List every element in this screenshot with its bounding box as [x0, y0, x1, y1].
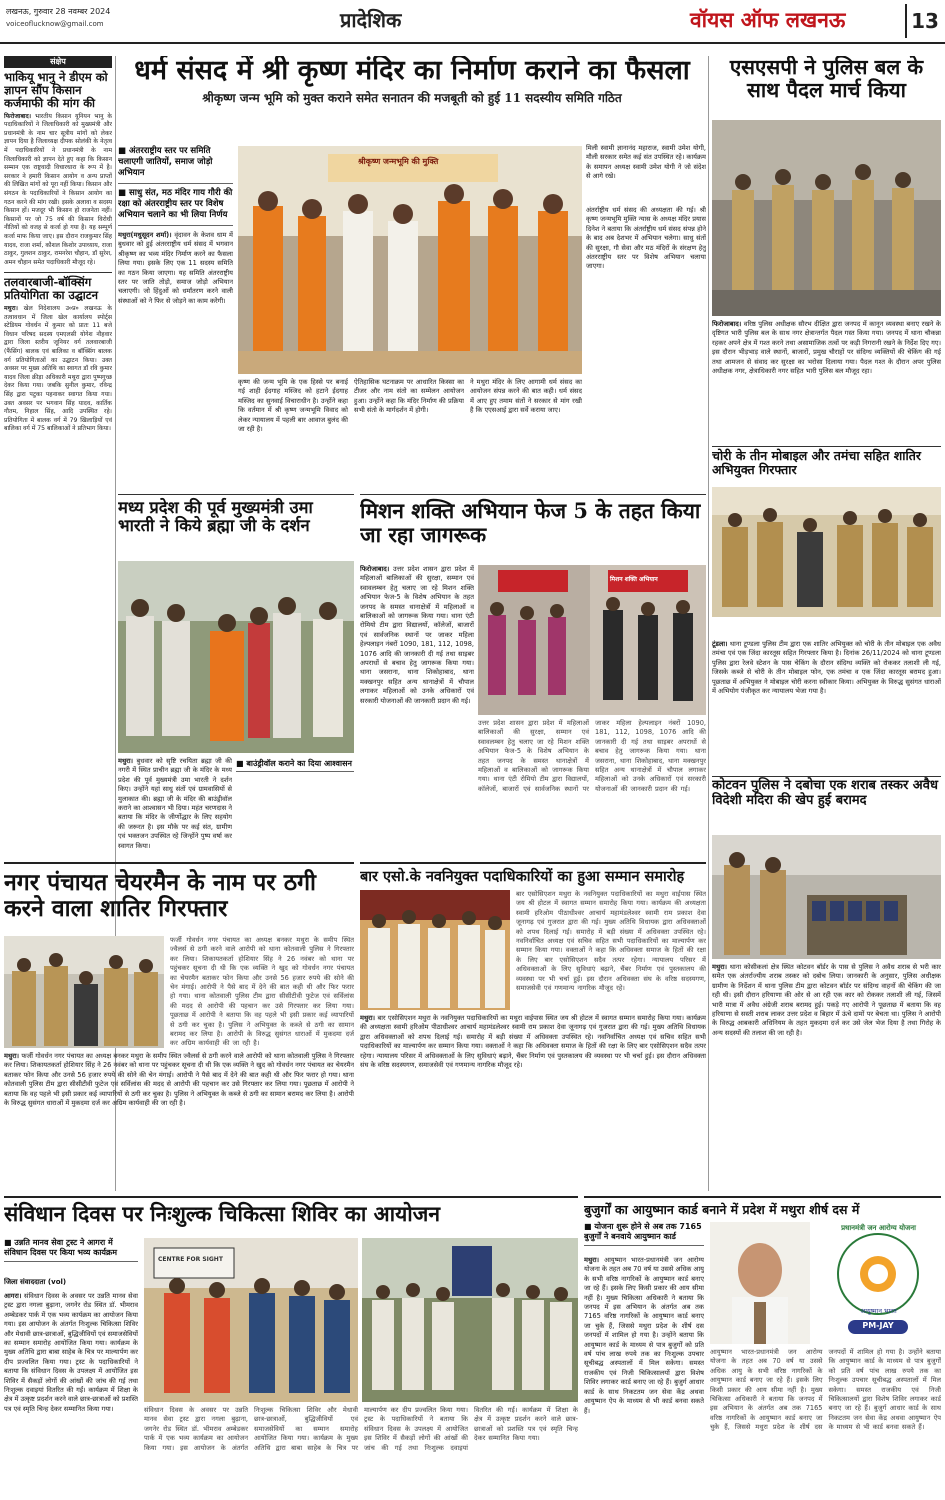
- story-text: वृंदावन के केशव धाम में बुधवार को हुई अंतरराष्ट्रीय धर्म संसद में भगवान श्रीकृष्ण का भव्य मंदिर निर्माण करने का फैसला लिया गया। इसके लिए एक 11 सदस्य समिति का गठन किया जाएगा। यह समिति अंतरराष्ट्रीय स्तर पर जाति तोड़ो, समाज जोड़ो अभियान चलाएगी। जो हिंदुओं को धर्मांतरण करने वाली संस्थाओं को ने फिर से जोड़ने का काम करेगी।: [118, 231, 233, 305]
- nagar-panchayat-story: [4, 862, 354, 1190]
- dateline: टूंडला।: [712, 640, 728, 648]
- ayushman-bullet: [584, 1222, 704, 1246]
- lead-text-4: [470, 378, 582, 486]
- mission-shakti-text: [360, 565, 474, 857]
- masthead: [0, 0, 945, 44]
- story-text: संविधान दिवस के अवसर पर उन्नति मानव सेवा ट्रस्ट द्वारा नगला बुढ़ाना, जगनेर रोड स्थित डॉ. भीमराव अम्बेडकर पार्क में एक भव्य कार्यक्रम का आयोजन किया गया। इस आयोजन के अंतर्गत निःशुल्क चिकित्सा शिविर और मेधावी छात्र-छात्राओं, बुद्धिजीवियों एवं समाजसेवियों का सम्मान समारोह आयोजित किया गया। कार्यक्रम के मुख्य अतिथि द्वारा बाबा साहेब के चित्र पर माल्यार्पण कर दीप प्रज्वलित किया गया। ट्रस्ट के पदाधिकारियों ने बताया कि संविधान दिवस के उपलक्ष्य में आयोजित इस शिविर में सैकड़ों लोगों की आंखों की जांच की गई तथा निःशुल्क दवाइयां वितरित की गईं। कार्यक्रम में शिक्षा के क्षेत्र में उत्कृष्ट प्रदर्शन करने वाले छात्र-छात्राओं को प्रशस्ति पत्र एवं स्मृति चिन्ह देकर सम्मानित किया गया।: [144, 1406, 578, 1452]
- samvidhan-headline: संविधान दिवस पर निःशुल्क चिकित्सा शिविर का आयोजन: [4, 1201, 440, 1226]
- story-text: आयुष्मान भारत-प्रधानमंत्री जन आरोग्य योजना के तहत अब 70 वर्ष या उससे अधिक आयु के सभी वरिष्ठ नागरिकों के आयुष्मान कार्ड बनाए जा रहे हैं। इसके लिए किसी प्रकार की आय सीमा नहीं है। मुख्य चिकित्सा अधिकारी ने बताया कि जनपद में इस अभियान के अंतर्गत अब तक 7165 वरिष्ठ नागरिकों के आयुष्मान कार्ड बनाए जा चुके हैं, जिससे मथुरा प्रदेश के शीर्ष दस जनपदों में शामिल हो गया है। उन्होंने बताया कि आयुष्मान कार्ड के माध्यम से पात्र बुजुर्गों को प्रति वर्ष पांच लाख रुपये तक का निःशुल्क उपचार सूचीबद्ध अस्पतालों में मिल सकेगा। समस्त राजकीय एवं निजी चिकित्सालयों द्वारा विशेष शिविर लगाकर कार्ड बनाए जा रहे हैं। बुजुर्ग आधार कार्ड के साथ निकटतम जन सेवा केंद्र अथवा आयुष्मान ऐप के माध्यम से भी कार्ड बनवा सकते हैं।: [584, 1256, 704, 1415]
- samvidhan-text: [4, 1292, 138, 1496]
- ayushman-logo-sub: आयुष्मान भारत: [860, 1307, 897, 1315]
- dateline: मथुरा।: [584, 1256, 600, 1264]
- bullet-icon: ■: [4, 1238, 15, 1247]
- lead-bullet-2: [118, 188, 233, 226]
- lead-bullets: [118, 146, 233, 446]
- story-text: मिली स्वामी ज्ञानानंद महाराज, स्वामी उमेश योगी, मौली सरकार समेत कई संत उपस्थित रहे। कार्यक्रम के समापन अध्यक्ष स्वामी उमेश योगी ने जो संदेश से आगे रखे।: [586, 144, 706, 181]
- samvidhan-credit: जिला संवाददाता (vol): [4, 1278, 67, 1286]
- uma-headline: मध्य प्रदेश की पूर्व मुख्यमंत्री उमा भारती ने किये ब्रह्मा जी के दर्शन: [118, 498, 313, 536]
- dateline: मथुरा।: [4, 1052, 20, 1060]
- story-text: वरिष्ठ पुलिस अधीक्षक सौरभ दीक्षित द्वारा जनपद में कानून व्यवस्था बनाए रखने के दृष्टिगत भारी पुलिस बल के साथ नगर क्षेत्रान्तर्गत पैदल गस्त किया गया। जनपद में थाना चौकन्ना रहकर अपने क्षेत्र में गश्त करने तथा असामाजिक तत्वों पर कड़ी निगरानी रखने के निर्देश दिए गए। इस दौरान भीड़भाड़ वाले स्थानों, बाजारों, प्रमुख चौराहों पर संदिग्ध व्यक्तियों की चेकिंग की गई तथा आमजन से संवाद कर सुरक्षा का भरोसा दिलाया गया। पैदल गश्त के दौरान अपर पुलिस अधीक्षक नगर, क्षेत्राधिकारी नगर सहित भारी पुलिस बल मौजूद रहा।: [712, 320, 941, 376]
- story-text: कृष्ण की जन्म भूमि के एक हिस्से पर बनाई गई शाही ईदगाह मस्जिद को हटाने ईदगाह मस्जिद का सुनवाई विचाराधीन है। उन्होंने कहा कि वर्तमान में श्री कृष्ण जन्मभूमि विवाद को लेकर न्यायालय में पहली बार आवाज बुलंद की जा रही है।: [238, 378, 348, 434]
- samvidhan-photo-2: [362, 1238, 578, 1402]
- lead-subheadline: श्रीकृष्ण जन्म भूमि को मुक्त कराने समेत सनातन की मजबूती को हुई 11 सदस्यीय समिति गठित: [202, 91, 622, 106]
- dateline: फिरोजाबाद।: [4, 112, 32, 120]
- sankshep-story-1: [4, 113, 112, 268]
- story-text: उत्तर प्रदेश शासन द्वारा प्रदेश में महिलाओं बालिकाओं की सुरक्षा, सम्मान एवं स्वावलम्बन हेतु चलाए जा रहे मिशन शक्ति अभियान फेज-5 के विशेष अभियान के तहत जनपद के समस्त थानाक्षेत्रों में महिलाओं व बालिकाओं को जागरूक किया गया। थाना एंटी रोमियो टीम द्वारा विद्यालयों, कॉलेजों, बाजारों एवं सार्वजनिक स्थानों पर जाकर महिला हेल्पलाइन नंबरों 1090, 181, 112, 1098, 1076 आदि की जानकारी दी गई तथा साइबर अपराधों से बचाव हेतु जागरूक किया गया। थाना जसराना, थाना शिकोहाबाद, थाना मक्खनपुर सहित अन्य थानाक्षेत्रों में चौपाल लगाकर महिलाओं को उनके अधिकारों एवं सरकारी योजनाओं की जानकारी प्रदान की गई।: [478, 719, 706, 793]
- liquor-headline: कोटवन पुलिस ने दबोचा एक शराब तस्कर अवैध विदेशी मदिरा की खेप हुई बरामद: [712, 778, 938, 808]
- samvidhan-text-cont: [144, 1406, 578, 1496]
- police-march-headline: एसएसपी ने पुलिस बल के साथ पैदल मार्च किया: [729, 56, 924, 102]
- nagar-panchayat-headline: नगर पंचायत चेयरमैन के नाम पर ठगी करने वाला शातिर गिरफ्तार: [4, 869, 316, 922]
- mission-banner: मिशन शक्ति अभियान: [610, 576, 658, 583]
- section-title: प्रादेशिक: [340, 8, 402, 32]
- story-text: बार एसोसिएशन मथुरा के नवनियुक्त पदाधिकारियों का मथुरा वाईपास स्थित जय श्री होटल में स्वागत सम्मान समारोह किया गया। कार्यक्रम की अध्यक्षता स्वामी हरिओम पीठाधीश्वर आचार्य महामंडलेश्वर स्वामी राम प्रकाश देवा जूनागढ़ एवं गुजरात द्वारा की गई। मुख्य अतिथि विधायक द्वारा अधिवक्ताओं को शपथ दिलाई गई। समारोह में बड़ी संख्या में अधिवक्ता उपस्थित रहे। नवनिर्वाचित अध्यक्ष एवं सचिव सहित सभी पदाधिकारियों का माल्यार्पण कर सम्मान किया गया। वक्ताओं ने कहा कि अधिवक्ता समाज के हितों की रक्षा के लिए बार एसोसिएशन सदैव तत्पर रहेगा। न्यायालय परिसर में अधिवक्ताओं के लिए सुविधाएं बढ़ाने, चैंबर निर्माण एवं पुस्तकालय की व्यवस्था पर भी चर्चा हुई। इस दौरान अधिवक्ता संघ के वरिष्ठ सदस्यगण, समाजसेवी एवं गणमान्य नागरिक मौजूद रहे।: [360, 1014, 706, 1070]
- lead-headline: धर्म संसद में श्री कृष्ण मंदिर का निर्माण कराने का फैसला: [134, 56, 690, 86]
- mission-shakti-photo: [478, 565, 706, 715]
- bullet-text: उन्नति मानव सेवा ट्रस्ट ने आगरा में संविधान दिवस पर किया भव्य कार्यक्रम: [4, 1238, 117, 1257]
- theft-photo: [712, 487, 941, 617]
- dateline: मथुरा।: [4, 305, 18, 313]
- uma-text: [118, 757, 232, 857]
- page-number: 13: [905, 4, 943, 38]
- ayushman-logo: [816, 1222, 941, 1344]
- lead-text-6: [586, 206, 706, 488]
- dateline: फिरोजाबाद।: [712, 320, 742, 328]
- liquor-smuggler-story: [712, 776, 941, 1191]
- column-rule: [708, 56, 709, 1191]
- dateline: मथुरा(मधुसूदन शर्मा)।: [118, 231, 172, 239]
- lead-story: [118, 56, 706, 488]
- lead-photo-banner: श्रीकृष्ण जन्मभूमि की मुक्ति: [358, 157, 439, 166]
- ayushman-headline: बुजुर्गों का आयुष्मान कार्ड बनाने में प्रदेश में मथुरा शीर्ष दस में: [584, 1202, 860, 1217]
- sankshep-headline-1: भाकियू भानु ने डीएम को ज्ञापन सौंप किसान कर्जमाफी की मांग की: [4, 70, 108, 110]
- nagar-panchayat-text-cont: [170, 936, 354, 1048]
- story-text: अंतर्राष्ट्रीय धर्म संसद की अध्यक्षता की गई। श्री कृष्ण जन्मभूमि मुक्ति न्यास के अध्यक्ष मंदिर प्रयास दिनेश ने बताया कि अंतर्राष्ट्रीय धर्म संसद संपन्न होने के बाद अब देशभर में अभियान चलेगा। साधु संतों की सुरक्षा, गौ सेवा और मठ मंदिरों के संरक्षण हेतु अंतरराष्ट्रीय स्तर पर विशेष अभियान चलाया जाएगा।: [586, 206, 706, 271]
- sankshep-story-2: [4, 305, 112, 434]
- theft-headline: चोरी के तीन मोबाइल और तमंचा सहित शातिर अभियुक्त गिरफ्तार: [712, 448, 921, 477]
- story-text: थाना टूण्डला पुलिस टीम द्वारा एक शातिर अभियुक्त को चोरी के तीन मोबाइल एक अवैध तमंचा एवं एक जिंदा कारतूस सहित गिरफ्तार किया है। दिनांक 26/11/2024 को थाना टूण्डला पुलिस द्वारा रेलवे स्टेशन के पास चेकिंग के दौरान संदिग्ध व्यक्ति को रोककर तलाशी ली गई, जिसके कब्जे से चोरी के तीन मोबाइल फोन, एक तमंचा व एक जिंदा कारतूस बरामद हुआ। पूछताछ में अभियुक्त ने मोबाइल चोरी करना स्वीकार किया। अभियुक्त के विरुद्ध सुसंगत धाराओं में अभियोग पंजीकृत कर न्यायालय भेजा गया है।: [712, 640, 941, 696]
- paper-name: वॉयस ऑफ लखनऊ: [690, 7, 846, 32]
- story-text: ने मथुरा मंदिर के लिए आगामी धर्म संसद का आयोजन संपन्न करने की बात कही। धर्म संसद में आए हुए तमाम संतों ने सरकार से मांग रखी है कि एएसआई द्वारा सर्वे कराया जाए।: [470, 378, 582, 415]
- bullet-icon: ■: [118, 146, 129, 156]
- bullet-text: बाउंड्रीवॉल कराने का दिया आश्वासन: [246, 759, 352, 768]
- story-text: फर्जी गोवर्धन नगर पंचायत का अध्यक्ष बनकर मथुरा के समीप स्थित ज्वैलर्स से ठगी करने वाले आरोपी को थाना कोतवाली पुलिस ने गिरफ्तार कर लिया। शिकायतकर्ता होशियार सिंह ने 26 नवंबर को थाना पर पहुंचकर सूचना दी थी कि एक व्यक्ति ने खुद को गोवर्धन नगर पंचायत का चेयरमैन बताकर फोन किया और उनसे 56 हजार रुपये की सोने की चेन मंगाई। आरोपी ने पैसे बाद में देने की बात कही थी और फिर फरार हो गया। थाना कोतवाली पुलिस टीम द्वारा सीसीटीवी फुटेज एवं सर्विलांस की मदद से आरोपी की पहचान कर उसे गिरफ्तार कर लिया गया। पूछताछ में आरोपी ने बताया कि वह पहले भी इसी प्रकार कई व्यापारियों से ठगी कर चुका है। पुलिस ने अभियुक्त के कब्जे से ठगी का सामान बरामद कर लिया है। आरोपी के विरुद्ध सुसंगत धाराओं में मुकदमा दर्ज कर अग्रिम कार्यवाही की जा रही है।: [4, 1052, 354, 1108]
- samvidhan-photo-1: [144, 1238, 358, 1402]
- lead-lower-cols: [238, 378, 582, 486]
- mission-shakti-headline: मिशन शक्ति अभियान फेज 5 के तहत किया जा रहा जागरूक: [360, 498, 701, 547]
- bullet-text: साधु संत, मठ मंदिर गाय गौरी की रक्षा को अंतरराष्ट्रीय स्तर पर विशेष अभियान चलाने का भी लिया निर्णय: [118, 188, 233, 220]
- theft-arrest-text: [712, 640, 941, 772]
- lead-bullet-1: [118, 146, 233, 184]
- dateline: मथुरा।: [118, 757, 134, 765]
- bar-association-story: [360, 862, 706, 1190]
- dateline: मथुरा।: [360, 1014, 376, 1022]
- ayushman-logo-text: प्रधानमंत्री जन आरोग्य योजना: [841, 1224, 916, 1232]
- story-text: थाना कोसीकलां क्षेत्र स्थित कोटवन बॉर्डर के पास से पुलिस ने अवैध शराब से भरी कार समेत एक अंतर्राज्यीय शराब तस्कर को दबोच लिया। जानकारी के अनुसार, पुलिस अधीक्षक ग्रामीण के निर्देशन में थाना पुलिस टीम द्वारा कोटवन बॉर्डर पर संदिग्ध वाहनों की चेकिंग की जा रही थी। इसी दौरान हरियाणा की ओर से आ रही एक कार को रोककर तलाशी ली गई, जिसमें भारी मात्रा में अवैध अंग्रेजी शराब बरामद हुई। पकड़े गए आरोपी ने पूछताछ में बताया कि वह हरियाणा से सस्ती शराब लाकर उत्तर प्रदेश व बिहार में ऊंचे दामों पर बेचता था। पुलिस ने आरोपी के विरुद्ध आबकारी अधिनियम के तहत मुकदमा दर्ज कर उसे जेल भेज दिया है तथा गिरोह के अन्य सदस्यों की तलाश की जा रही है।: [712, 963, 941, 1037]
- nagar-panchayat-text: [4, 1052, 354, 1190]
- bar-association-text-cont: [516, 890, 706, 1010]
- samvidhan-bullet: [4, 1238, 138, 1262]
- story-text: उत्तर प्रदेश शासन द्वारा प्रदेश में महिलाओं बालिकाओं की सुरक्षा, सम्मान एवं स्वावलम्बन हेतु चलाए जा रहे मिशन शक्ति अभियान फेज-5 के विशेष अभियान के तहत जनपद के समस्त थानाक्षेत्रों में महिलाओं व बालिकाओं को जागरूक किया गया। थाना एंटी रोमियो टीम द्वारा विद्यालयों, कॉलेजों, बाजारों एवं सार्वजनिक स्थानों पर जाकर महिला हेल्पलाइन नंबरों 1090, 181, 112, 1098, 1076 आदि की जानकारी दी गई तथा साइबर अपराधों से बचाव हेतु जागरूक किया गया। थाना जसराना, थाना शिकोहाबाद, थाना मक्खनपुर सहित अन्य थानाक्षेत्रों में चौपाल लगाकर महिलाओं को उनके अधिकारों एवं सरकारी योजनाओं की जानकारी प्रदान की गई।: [360, 565, 474, 705]
- bullet-text: योजना शुरू होने से अब तक 7165 बुजुर्गों ने बनवाये आयुष्मान कार्ड: [584, 1222, 702, 1241]
- samvidhan-banner: CENTRE FOR SIGHT: [158, 1256, 223, 1263]
- sankshep-label: संक्षेप: [4, 56, 112, 68]
- ayushman-story: [584, 1196, 941, 1496]
- dateline: आगरा।: [4, 1292, 22, 1300]
- lead-text-3: [354, 378, 464, 486]
- story-text: बार एसोसिएशन मथुरा के नवनियुक्त पदाधिकारियों का मथुरा वाईपास स्थित जय श्री होटल में स्वागत सम्मान समारोह किया गया। कार्यक्रम की अध्यक्षता स्वामी हरिओम पीठाधीश्वर आचार्य महामंडलेश्वर स्वामी राम प्रकाश देवा जूनागढ़ एवं गुजरात द्वारा की गई। मुख्य अतिथि विधायक द्वारा अधिवक्ताओं को शपथ दिलाई गई। समारोह में बड़ी संख्या में अधिवक्ता उपस्थित रहे। नवनिर्वाचित अध्यक्ष एवं सचिव सहित सभी पदाधिकारियों का माल्यार्पण कर सम्मान किया गया। वक्ताओं ने कहा कि अधिवक्ता समाज के हितों की रक्षा के लिए बार एसोसिएशन सदैव तत्पर रहेगा। न्यायालय परिसर में अधिवक्ताओं के लिए सुविधाएं बढ़ाने, चैंबर निर्माण एवं पुस्तकालय की व्यवस्था पर भी चर्चा हुई। इस दौरान अधिवक्ता संघ के वरिष्ठ सदस्यगण, समाजसेवी एवं गणमान्य नागरिक मौजूद रहे।: [516, 890, 706, 993]
- story-text: बुधवार को सृष्टि रचयिता ब्रह्मा जी की नगरी में स्थित प्राचीन ब्रह्मा जी के मंदिर के मध्य प्रदेश की पूर्व मुख्यमंत्री उमा भारती ने दर्शन किए। उन्होंने यहां साधु संतों एवं ग्रामवासियों से मुलाकात की। ब्रह्मा जी के मंदिर की बाउंड्रीवॉल कराने का आश्वासन भी दिया। महंत चरणदास ने बताया कि मंदिर के जीर्णोद्धार के लिए सहयोग की जरूरत है। इस मौके पर कई संत, ग्रामीण एवं भक्तजन उपस्थित रहे जिन्होंने पुष्प वर्षा कर स्वागत किया।: [118, 757, 232, 850]
- lead-right-col: [586, 144, 706, 488]
- ayushman-text: [584, 1256, 704, 1496]
- police-march-photo: [712, 120, 941, 316]
- story-text: खेल निदेशालय उ०प्र० लखनऊ के तत्वावधान में जिला खेल कार्यालय स्पोर्ट्स स्टेडियम गोवर्धन में कुमार को प्रातः 11 बजे विधान परिषद सदस्य एमएलसी योगेश नौहवार द्वारा जिला स्तरीय जूनियर वर्ग तलवारबाजी (फैंसिंग) बालक एवं बालिका व बॉक्सिंग बालक वर्ग प्रतियोगिताओं का उद्घाटन किया। उक्त अवसर पर मुख्य अतिथि का स्वागत डॉ रवि कुमार यादव जिला क्रीड़ा अधिकारी मथुरा द्वारा पुष्पगुच्छ देकर किया गया। जबकि सुनील कुमार, रविन्द्र सिंह द्वारा पटुका पहनाकर स्वागत किया गया। उक्त अवसर पर भगवान सिंह यादव, कार्तिक गौतम, निहाल सिंह, आदि उपस्थित रहे। प्रतियोगिता में बालक वर्ग में 79 खिलाड़ियों एवं बालिका वर्ग में 75 बालिकाओं ने प्रतिभाग किया।: [4, 305, 112, 433]
- bar-association-headline: बार एसो.के नवनियुक्त पदाधिकारियों का हुआ सम्मान समारोह: [360, 868, 685, 885]
- lead-photo: [238, 146, 582, 374]
- bar-association-photo: [360, 890, 510, 1010]
- bullet-text: अंतरराष्ट्रीय स्तर पर समिति चलाएगी जातियों, समाज जोड़ो अभियान: [118, 146, 213, 178]
- bullet-icon: ■: [118, 188, 129, 198]
- samvidhan-story: [4, 1196, 578, 1496]
- story-text: फर्जी गोवर्धन नगर पंचायत का अध्यक्ष बनकर मथुरा के समीप स्थित ज्वैलर्स से ठगी करने वाले आरोपी को थाना कोतवाली पुलिस ने गिरफ्तार कर लिया। शिकायतकर्ता होशियार सिंह ने 26 नवंबर को थाना पर पहुंचकर सूचना दी थी कि एक व्यक्ति ने खुद को गोवर्धन नगर पंचायत का चेयरमैन बताकर फोन किया और उनसे 56 हजार रुपये की सोने की चेन मंगाई। आरोपी ने पैसे बाद में देने की बात कही थी और फिर फरार हो गया। थाना कोतवाली पुलिस टीम द्वारा सीसीटीवी फुटेज एवं सर्विलांस की मदद से आरोपी की पहचान कर उसे गिरफ्तार कर लिया गया। पूछताछ में आरोपी ने बताया कि वह पहले भी इसी प्रकार कई व्यापारियों से ठगी कर चुका है। पुलिस ने अभियुक्त के कब्जे से ठगी का सामान बरामद कर लिया है। आरोपी के विरुद्ध सुसंगत धाराओं में मुकदमा दर्ज कर अग्रिम कार्यवाही की जा रही है।: [170, 936, 354, 1048]
- uma-photo: [118, 561, 354, 753]
- nagar-panchayat-photo: [4, 936, 164, 1048]
- bar-association-text: [360, 1014, 706, 1190]
- bullet-icon: ■: [584, 1222, 595, 1231]
- police-march-text: [712, 320, 941, 444]
- story-text: ऐतिहासिक घटनाक्रम पर आधारित किस्सा का टीजर और नाम संतो का सम्मेलन आयोजन हुआ। उन्होंने कहा कि मंदिर निर्माण की प्रक्रिया सभी संतो के मार्गदर्शन में होगी।: [354, 378, 464, 415]
- story-text: संविधान दिवस के अवसर पर उन्नति मानव सेवा ट्रस्ट द्वारा नगला बुढ़ाना, जगनेर रोड स्थित डॉ. भीमराव अम्बेडकर पार्क में एक भव्य कार्यक्रम का आयोजन किया गया। इस आयोजन के अंतर्गत निःशुल्क चिकित्सा शिविर और मेधावी छात्र-छात्राओं, बुद्धिजीवियों एवं समाजसेवियों का सम्मान समारोह आयोजित किया गया। कार्यक्रम के मुख्य अतिथि द्वारा बाबा साहेब के चित्र पर माल्यार्पण कर दीप प्रज्वलित किया गया। ट्रस्ट के पदाधिकारियों ने बताया कि संविधान दिवस के उपलक्ष्य में आयोजित इस शिविर में सैकड़ों लोगों की आंखों की जांच की गई तथा निःशुल्क दवाइयां वितरित की गईं। कार्यक्रम में शिक्षा के क्षेत्र में उत्कृष्ट प्रदर्शन करने वाले छात्र-छात्राओं को प्रशस्ति पत्र एवं स्मृति चिन्ह देकर सम्मानित किया गया।: [4, 1292, 138, 1413]
- lead-text-5: [586, 144, 706, 202]
- uma-bharti-story: [118, 494, 354, 858]
- sankshep-headline-2: तलवारबाजी-बॉक्सिंग प्रतियोगिता का उद्घाटन: [4, 272, 112, 302]
- lead-text-1: [118, 231, 233, 446]
- ayushman-logo-badge: PM-JAY: [862, 1321, 894, 1330]
- dateline: फिरोजाबाद।: [360, 565, 390, 573]
- liquor-text: [712, 963, 941, 1191]
- mission-shakti-text-cont: [478, 719, 706, 857]
- ayushman-photo: [710, 1222, 810, 1344]
- dateline: मथुरा।: [712, 963, 728, 971]
- location-date: लखनऊ, गुरुवार 28 नवम्बर 2024: [6, 7, 111, 16]
- story-text: आयुष्मान भारत-प्रधानमंत्री जन आरोग्य योजना के तहत अब 70 वर्ष या उससे अधिक आयु के सभी वरिष्ठ नागरिकों के आयुष्मान कार्ड बनाए जा रहे हैं। इसके लिए किसी प्रकार की आय सीमा नहीं है। मुख्य चिकित्सा अधिकारी ने बताया कि जनपद में इस अभियान के अंतर्गत अब तक 7165 वरिष्ठ नागरिकों के आयुष्मान कार्ड बनाए जा चुके हैं, जिससे मथुरा प्रदेश के शीर्ष दस जनपदों में शामिल हो गया है। उन्होंने बताया कि आयुष्मान कार्ड के माध्यम से पात्र बुजुर्गों को प्रति वर्ष पांच लाख रुपये तक का निःशुल्क उपचार सूचीबद्ध अस्पतालों में मिल सकेगा। समस्त राजकीय एवं निजी चिकित्सालयों द्वारा विशेष शिविर लगाकर कार्ड बनाए जा रहे हैं। बुजुर्ग आधार कार्ड के साथ निकटतम जन सेवा केंद्र अथवा आयुष्मान ऐप के माध्यम से भी कार्ड बनवा सकते हैं।: [710, 1348, 941, 1432]
- bullet-icon: ■: [236, 759, 247, 768]
- liquor-photo: [712, 835, 941, 959]
- theft-arrest-story: [712, 446, 941, 636]
- uma-bullet: [236, 759, 354, 772]
- website: voiceoflucknow@gmail.com: [6, 20, 104, 28]
- police-march-story: [712, 56, 941, 444]
- story-text: भारतीय किसान यूनियन भानु के पदाधिकारियों ने जिलाधिकारी को मुख्यमंत्री और प्रधानमंत्री के नाम चार सूत्रीय मांगों को लेकर ज्ञापन दिया है जिलाध्यक्ष दीपक सोलंकी के नेतृत्व में पदाधिकारियों ने प्रधानमंत्री के नाम जिलाधिकारी को ज्ञापन देते हुए कहा कि किसान सम्मान एक राष्ट्रवादी विचारधारा के रूप में है। सरकार ने हमारी किसान आयोग व अन्य प्राप्तों की लिखित मांगों को पूरा नहीं किया। किसान और संगठन के पदाधिकारियों ने किसान आयोग का गठन करने की मांग रखी। इसके अलावा व सदस्य किसान हों। मजदूर भी किसान हो राजनेता नहीं। किसानों पर जो 75 वर्ष की किसान विरोधी नीतियों को वजह से कर्जा हो गया है। यह सम्पूर्ण कर्जा माफ किया जाए। इस दौरान राजकुमार सिंह यादव, राजा शर्मा, कौशल किशोर उपाध्याय, राजा ठाकुर, गुलशन ठाकुर, रामनरेश चौहान, डॉ सुरेश, अमन चौहान समेत पदाधिकारी मौजूद रहे।: [4, 112, 112, 266]
- ayushman-text-cont: [710, 1348, 941, 1496]
- lead-text-2: [238, 378, 348, 486]
- mission-shakti-story: [360, 494, 706, 858]
